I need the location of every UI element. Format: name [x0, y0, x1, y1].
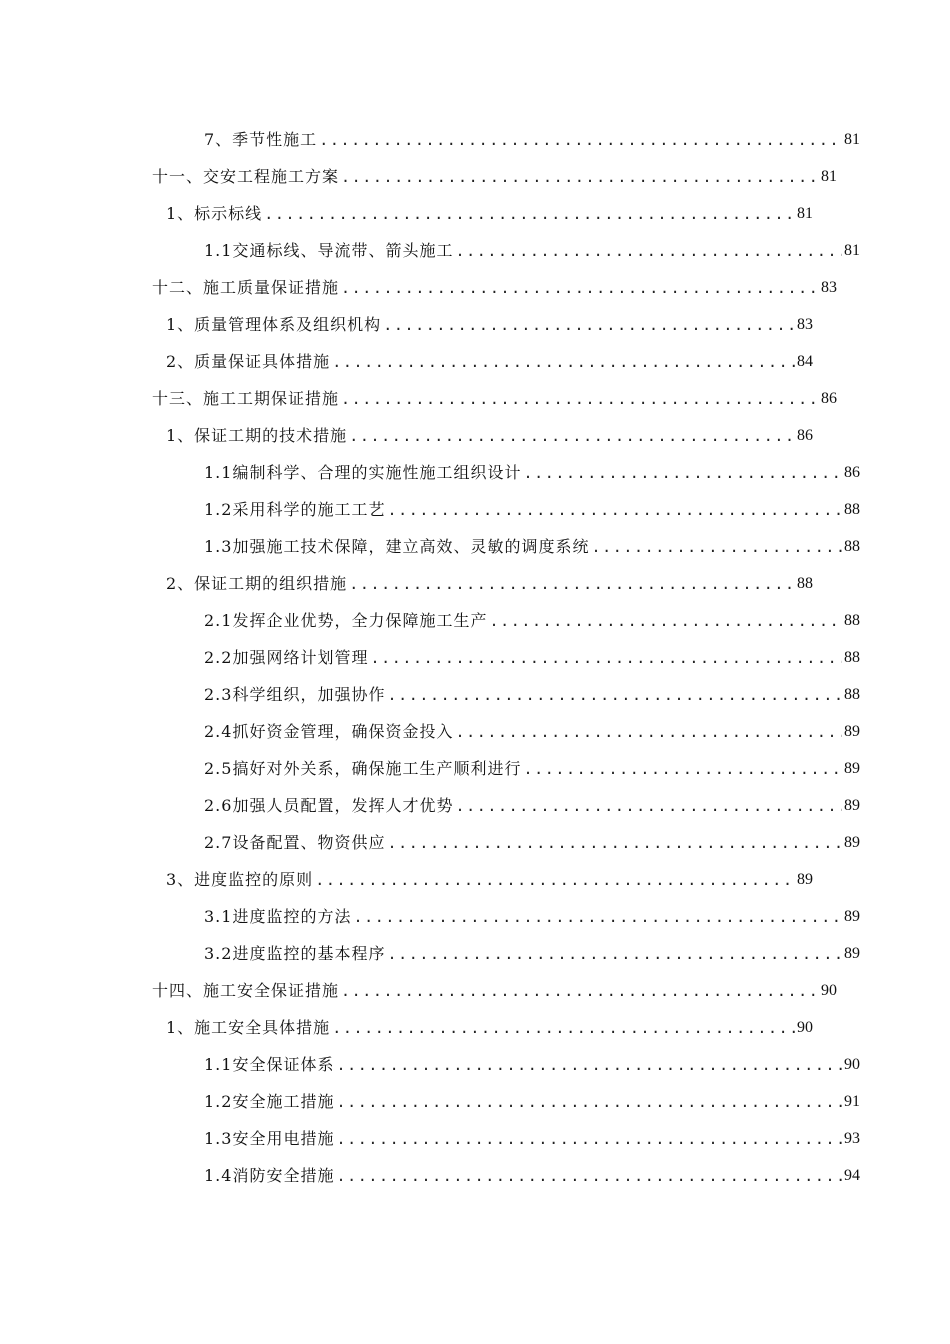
- toc-dot-leader: [315, 862, 795, 898]
- toc-dot-leader: [455, 788, 842, 824]
- toc-entry-title: 十一、交安工程施工方案: [152, 167, 340, 186]
- toc-dot-leader: [336, 1158, 842, 1194]
- toc-page-number: 89: [844, 945, 860, 962]
- toc-entry-title: 1.3加强施工技术保障，建立高效、灵敏的调度系统: [204, 537, 590, 556]
- toc-page-number: 81: [844, 242, 860, 259]
- toc-page-number: 90: [821, 982, 837, 999]
- toc-dot-leader: [332, 1010, 795, 1046]
- toc-entry[interactable]: [204, 751, 860, 787]
- toc-entry-title: 十二、施工质量保证措施: [152, 278, 340, 297]
- toc-entry-title: 1.1安全保证体系: [204, 1055, 335, 1074]
- toc-page-number: 83: [821, 279, 837, 296]
- toc-entry[interactable]: [166, 862, 813, 898]
- toc-entry-title: 1、施工安全具体措施: [166, 1018, 331, 1037]
- toc-entry[interactable]: [204, 788, 860, 824]
- toc-entry[interactable]: [152, 973, 837, 1009]
- toc-entry-title: 3.1进度监控的方法: [204, 907, 352, 926]
- toc-entry-title: 1.2采用科学的施工工艺: [204, 500, 386, 519]
- toc-page-number: 88: [797, 575, 813, 592]
- toc-dot-leader: [336, 1121, 842, 1157]
- toc-dot-leader: [455, 714, 842, 750]
- toc-entry-title: 2.4抓好资金管理，确保资金投入: [204, 722, 454, 741]
- toc-dot-leader: [387, 825, 842, 861]
- toc-entry-title: 2.2加强网络计划管理: [204, 648, 369, 667]
- toc-page-number: 91: [844, 1093, 860, 1110]
- toc-entry[interactable]: [204, 1158, 860, 1194]
- toc-dot-leader: [383, 307, 795, 343]
- toc-entry-title: 2.3科学组织，加强协作: [204, 685, 386, 704]
- toc-page-number: 88: [844, 649, 860, 666]
- toc-dot-leader: [264, 196, 795, 232]
- toc-entry[interactable]: [204, 714, 860, 750]
- toc-page-number: 81: [844, 131, 860, 148]
- toc-entry[interactable]: [166, 344, 813, 380]
- toc-entry[interactable]: [204, 122, 860, 158]
- toc-entry-title: 2、质量保证具体措施: [166, 352, 331, 371]
- toc-entry[interactable]: [204, 1121, 860, 1157]
- toc-page-number: 84: [797, 353, 813, 370]
- toc-dot-leader: [387, 936, 842, 972]
- toc-entry-title: 3、进度监控的原则: [166, 870, 314, 889]
- toc-entry-title: 1.1交通标线、导流带、箭头施工: [204, 241, 454, 260]
- toc-page-number: 86: [821, 390, 837, 407]
- toc-dot-leader: [591, 529, 842, 565]
- toc-page-number: 94: [844, 1167, 860, 1184]
- toc-dot-leader: [349, 566, 795, 602]
- toc-page-number: 88: [844, 538, 860, 555]
- toc-page-number: 88: [844, 501, 860, 518]
- toc-entry-title: 1.4消防安全措施: [204, 1166, 335, 1185]
- toc-dot-leader: [341, 159, 819, 195]
- toc-page-number: 83: [797, 316, 813, 333]
- toc-dot-leader: [353, 899, 842, 935]
- toc-dot-leader: [332, 344, 795, 380]
- toc-entry[interactable]: [204, 529, 860, 565]
- toc-entry[interactable]: [152, 381, 837, 417]
- toc-entry-title: 1、质量管理体系及组织机构: [166, 315, 382, 334]
- toc-dot-leader: [349, 418, 795, 454]
- toc-page-number: 88: [844, 686, 860, 703]
- toc-entry[interactable]: [204, 455, 860, 491]
- toc-page-number: 89: [844, 908, 860, 925]
- toc-dot-leader: [341, 270, 819, 306]
- toc-entry[interactable]: [204, 1047, 860, 1083]
- toc-entry[interactable]: [204, 936, 860, 972]
- toc-dot-leader: [341, 973, 819, 1009]
- toc-dot-leader: [489, 603, 842, 639]
- toc-page-number: 86: [844, 464, 860, 481]
- toc-entry[interactable]: [204, 233, 860, 269]
- toc-entry[interactable]: [204, 603, 860, 639]
- toc-page-number: 90: [797, 1019, 813, 1036]
- toc-page-number: 89: [844, 797, 860, 814]
- toc-entry[interactable]: [204, 825, 860, 861]
- toc-entry-title: 十四、施工安全保证措施: [152, 981, 340, 1000]
- toc-entry[interactable]: [152, 270, 837, 306]
- toc-entry[interactable]: [166, 307, 813, 343]
- toc-entry-title: 3.2进度监控的基本程序: [204, 944, 386, 963]
- toc-page-number: 89: [844, 723, 860, 740]
- toc-dot-leader: [455, 233, 842, 269]
- toc-entry-title: 2.1发挥企业优势，全力保障施工生产: [204, 611, 488, 630]
- toc-entry[interactable]: [152, 159, 837, 195]
- toc-page-number: 89: [844, 834, 860, 851]
- toc-dot-leader: [341, 381, 819, 417]
- toc-page-number: 89: [797, 871, 813, 888]
- toc-dot-leader: [387, 677, 842, 713]
- toc-entry-title: 1、标示标线: [166, 204, 263, 223]
- toc-dot-leader: [336, 1084, 842, 1120]
- toc-entry-title: 1.2安全施工措施: [204, 1092, 335, 1111]
- toc-entry-title: 2、保证工期的组织措施: [166, 574, 348, 593]
- table-of-contents: [0, 122, 950, 1222]
- toc-dot-leader: [387, 492, 842, 528]
- toc-entry[interactable]: [166, 196, 813, 232]
- toc-entry-title: 1、保证工期的技术措施: [166, 426, 348, 445]
- toc-entry[interactable]: [204, 492, 860, 528]
- toc-entry[interactable]: [204, 899, 860, 935]
- toc-entry-title: 1.3安全用电措施: [204, 1129, 335, 1148]
- toc-entry[interactable]: [204, 640, 860, 676]
- toc-dot-leader: [523, 455, 842, 491]
- toc-page-number: 93: [844, 1130, 860, 1147]
- toc-entry[interactable]: [166, 566, 813, 602]
- toc-entry-title: 1.1编制科学、合理的实施性施工组织设计: [204, 463, 522, 482]
- toc-dot-leader: [523, 751, 842, 787]
- toc-entry-title: 2.5搞好对外关系，确保施工生产顺利进行: [204, 759, 522, 778]
- toc-page-number: 88: [844, 612, 860, 629]
- toc-page-number: 89: [844, 760, 860, 777]
- toc-entry-title: 2.7设备配置、物资供应: [204, 833, 386, 852]
- toc-page-number: 90: [844, 1056, 860, 1073]
- toc-entry[interactable]: [166, 418, 813, 454]
- toc-entry[interactable]: [204, 1084, 860, 1120]
- toc-page-number: 86: [797, 427, 813, 444]
- toc-entry-title: 2.6加强人员配置，发挥人才优势: [204, 796, 454, 815]
- toc-entry[interactable]: [166, 1010, 813, 1046]
- toc-dot-leader: [370, 640, 842, 676]
- toc-entry[interactable]: [204, 677, 860, 713]
- toc-dot-leader: [336, 1047, 842, 1083]
- toc-page-number: 81: [821, 168, 837, 185]
- toc-dot-leader: [319, 122, 842, 158]
- toc-page-number: 81: [797, 205, 813, 222]
- toc-entry-title: 7、季节性施工: [204, 130, 318, 149]
- toc-entry-title: 十三、施工工期保证措施: [152, 389, 340, 408]
